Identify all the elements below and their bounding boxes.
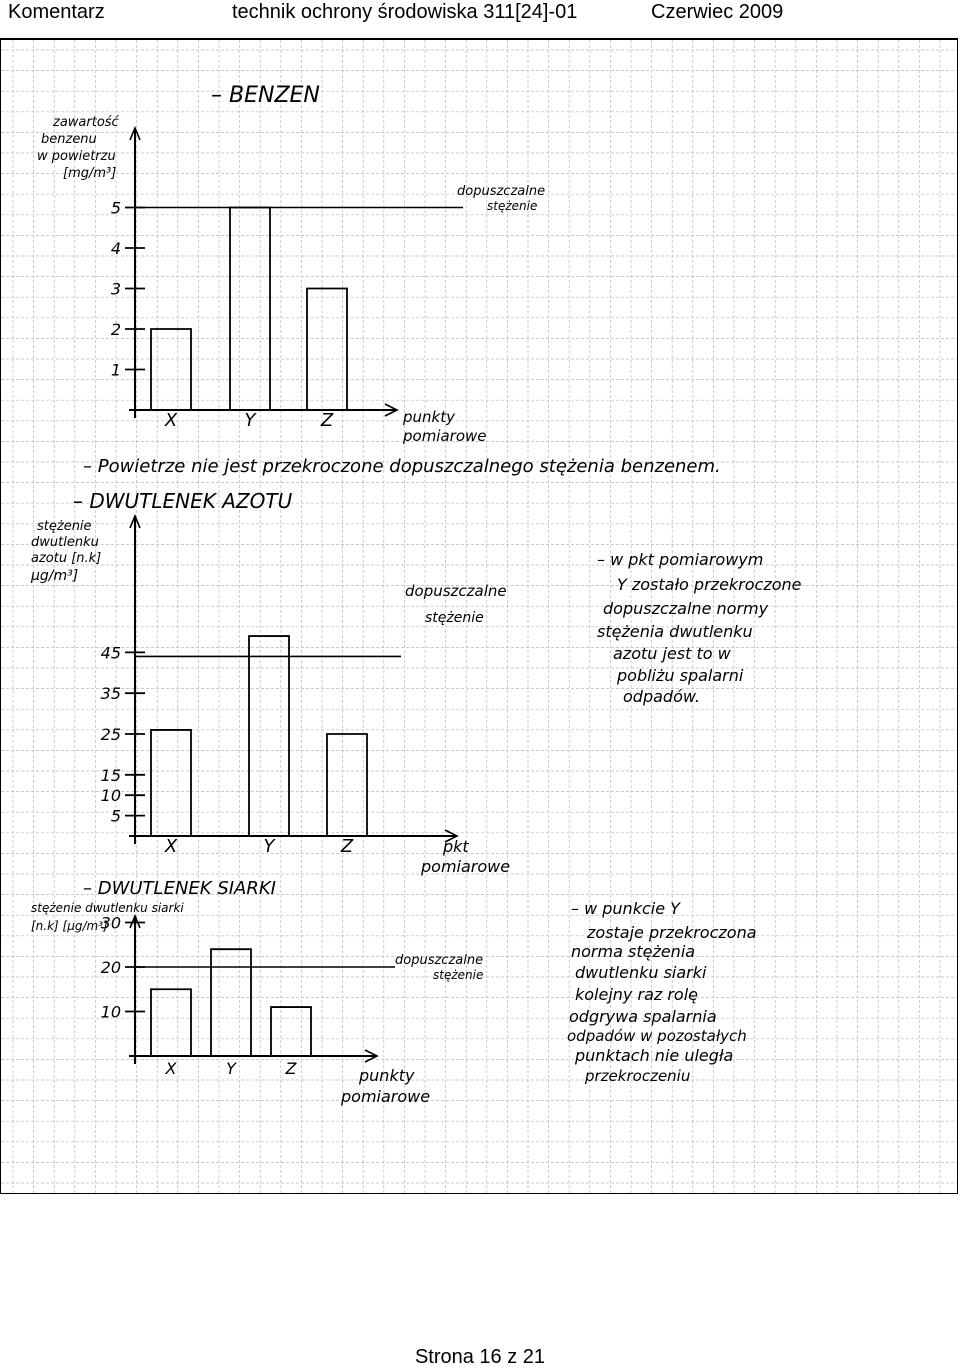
siarka-ylabel-line: stężenie dwutlenku siarki xyxy=(31,901,184,915)
azot-section xyxy=(30,489,802,876)
siarka-note-line: odgrywa spalarnia xyxy=(569,1007,717,1026)
grid-svg xyxy=(1,40,957,1194)
y-tick-label: 2 xyxy=(110,320,121,339)
siarka-section xyxy=(31,878,757,1106)
x-category-label: Z xyxy=(340,836,354,857)
y-tick-label: 20 xyxy=(100,958,121,977)
siarka-xlabel-line: pomiarowe xyxy=(341,1087,431,1106)
bar xyxy=(249,636,289,836)
x-category-label: X xyxy=(165,1059,177,1078)
header-right: Czerwiec 2009 xyxy=(651,1,784,23)
bar xyxy=(211,949,251,1056)
azot-note-line: stężenia dwutlenku xyxy=(597,622,753,641)
benzen-section xyxy=(37,83,721,477)
siarka-note-line: zostaje przekroczona xyxy=(587,923,757,942)
azot-note-line: azotu jest to w xyxy=(613,644,731,663)
siarka-note-line: punktach nie uległa xyxy=(575,1046,734,1065)
azot-heading: – DWUTLENEK AZOTU xyxy=(73,489,293,513)
azot-note-line: Y zostało przekroczone xyxy=(617,575,802,594)
siarka-note-line: przekroczeniu xyxy=(585,1067,691,1085)
y-tick-label: 1 xyxy=(110,360,121,380)
azot-xlabel-line: pkt xyxy=(443,837,469,856)
azot-note-line: – w pkt pomiarowym xyxy=(597,550,764,569)
azot-ylabel-line: dwutlenku xyxy=(31,535,99,550)
benzen-heading: – BENZEN xyxy=(211,83,320,108)
page-footer: Strona 16 z 21 xyxy=(414,1346,546,1368)
y-tick-label: 30 xyxy=(100,913,121,933)
x-category-label: X xyxy=(164,410,178,431)
azot-xlabel-line: pomiarowe xyxy=(421,857,511,876)
siarka-note-line: kolejny raz rolę xyxy=(575,985,699,1004)
benzen-xlabel-line: pomiarowe xyxy=(403,427,487,445)
siarka-chart xyxy=(101,914,395,1079)
page-header xyxy=(0,0,960,24)
x-category-label: Y xyxy=(244,410,256,431)
azot-note-line: pobliżu spalarni xyxy=(617,666,744,685)
graph-paper-sheet xyxy=(0,38,958,1194)
siarka-note-line: norma stężenia xyxy=(571,942,696,961)
header-left: Komentarz xyxy=(8,1,105,23)
benzen-ylabel-line: w powietrzu xyxy=(37,149,116,164)
azot-ylabel-line: µg/m³] xyxy=(31,568,79,584)
azot-note-line: dopuszczalne normy xyxy=(603,599,769,618)
x-category-label: X xyxy=(164,836,178,857)
y-tick-label: 5 xyxy=(110,198,121,218)
bar xyxy=(327,734,367,836)
benzen-limit-label-line: stężenie xyxy=(487,199,538,213)
y-tick-label: 35 xyxy=(100,684,121,704)
y-tick-label: 45 xyxy=(100,643,121,663)
y-tick-label: 5 xyxy=(110,806,121,826)
siarka-note-line: dwutlenku siarki xyxy=(575,963,707,982)
benzen-ylabel-line: benzenu xyxy=(41,132,97,147)
y-tick-label: 3 xyxy=(110,279,121,299)
benzen-ylabel-line: [mg/m³] xyxy=(63,166,117,181)
azot-ylabel-line: azotu [n.k] xyxy=(31,551,102,566)
x-category-label: Z xyxy=(285,1059,297,1078)
y-tick-label: 10 xyxy=(100,786,121,806)
siarka-note-line: odpadów w pozostałych xyxy=(567,1027,747,1045)
benzen-conclusion: – Powietrze nie jest przekroczone dopuszczalnego stężenia benzenem. xyxy=(83,456,721,477)
y-tick-label: 25 xyxy=(100,725,121,744)
bar xyxy=(307,289,347,411)
benzen-xlabel-line: punkty xyxy=(403,408,455,426)
siarka-heading: – DWUTLENEK SIARKI xyxy=(83,878,276,899)
siarka-limit-label-line: dopuszczalne xyxy=(395,953,484,968)
y-tick-label: 4 xyxy=(110,239,121,258)
azot-ylabel-line: stężenie xyxy=(37,519,92,534)
siarka-ylabel-line: [n.k] [µg/m³] xyxy=(31,919,108,933)
x-category-label: Z xyxy=(320,410,334,431)
benzen-ylabel-line: zawartość xyxy=(53,115,119,130)
y-tick-label: 15 xyxy=(100,765,121,785)
y-tick-label: 10 xyxy=(100,1002,121,1022)
x-category-label: Y xyxy=(226,1059,236,1078)
azot-limit-label-line: dopuszczalne xyxy=(405,582,507,600)
siarka-note-line: – w punkcie Y xyxy=(571,899,680,918)
benzen-limit-label-line: dopuszczalne xyxy=(457,184,546,199)
azot-note-line: odpadów. xyxy=(623,687,700,706)
siarka-limit-label-line: stężenie xyxy=(433,968,484,982)
header-center: technik ochrony środowiska 311[24]-01 xyxy=(232,1,578,23)
bar xyxy=(271,1007,311,1056)
siarka-xlabel-line: punkty xyxy=(359,1066,415,1085)
azot-chart xyxy=(101,516,457,857)
x-category-label: Y xyxy=(263,836,275,857)
azot-limit-label-line: stężenie xyxy=(425,610,484,626)
